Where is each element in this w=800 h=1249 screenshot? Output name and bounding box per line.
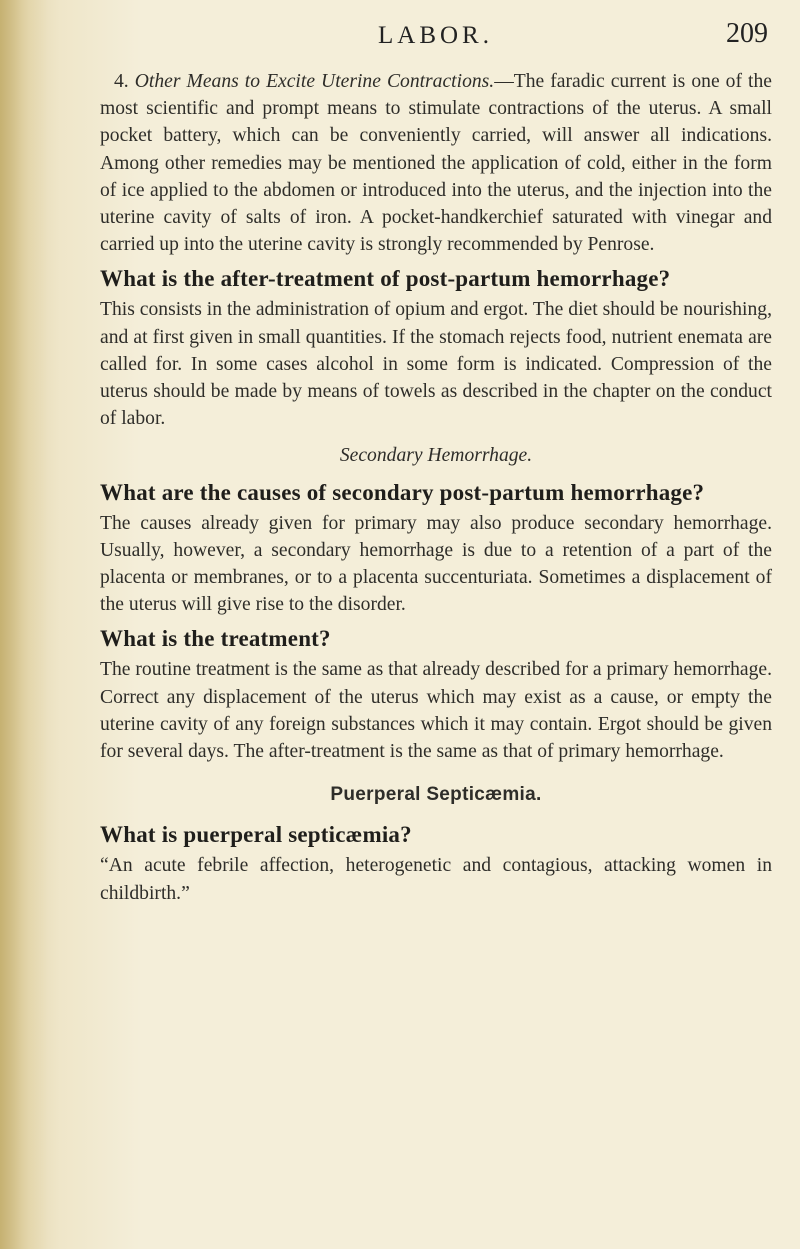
page-gutter-shadow bbox=[0, 0, 48, 1249]
paragraph-italic-title: Other Means to Excite Uterine Contractions. bbox=[134, 71, 495, 92]
answer-treatment: The routine treatment is the same as that already described for a primary hemorrhage. Correct any displacement of the uterus which may exist as a cause, or empty the uterine cavity of any foreign substances which it may contain. Ergot should be given for several days. The after-treatment is the same as that of primary hemorrhage. bbox=[100, 659, 772, 763]
question-heading-after-treatment: What is the after-treatment of post-partum hemorrhage? bbox=[100, 266, 671, 292]
section-title-secondary-hemorrhage: Secondary Hemorrhage. bbox=[339, 445, 533, 467]
paragraph-text: —The faradic current is one of the most scientific and prompt means to stimulate contractions of the uterus. A small pocket battery, which can be conveniently carried, will answer all indications. Among other remedies may be mentioned the application of cold, either in the form of ice applied to the abdomen or introduced into the uterus, and the injection into the uterine cavity of salts of iron. A pocket-handkerchief saturated with vinegar and carried up into the uterine cavity is strongly recommended by Penrose. bbox=[100, 71, 772, 256]
section-title-puerperal-septicaemia: Puerperal Septicæmia. bbox=[330, 784, 542, 806]
paragraph-other-means bbox=[100, 68, 772, 258]
running-title: LABOR. bbox=[378, 22, 493, 49]
answer-secondary-causes: The causes already given for primary may also produce secondary hemorrhage. Usually, however, a secondary hemorrhage is due to a retention of a part of the placenta or membranes, or to a placenta succenturiata. Sometimes a displacement of the uterus will give rise to the disorder. bbox=[100, 512, 772, 616]
question-heading-treatment: What is the treatment? bbox=[100, 626, 331, 652]
page-number: 209 bbox=[726, 18, 768, 49]
page-body bbox=[100, 68, 772, 913]
answer-after-treatment: This consists in the administration of opium and ergot. The diet should be nourishing, and at first given in small quantities. If the stomach rejects food, nutrient enemata are called for. In some cases alcohol in some form is indicated. Compression of the uterus should be made by means of towels as described in the chapter on the conduct of labor. bbox=[100, 299, 772, 430]
paragraph-number: 4. bbox=[114, 71, 129, 92]
question-heading-puerperal-septicaemia: What is puerperal septicæmia? bbox=[100, 822, 412, 848]
answer-puerperal-septicaemia: “An acute febrile affection, heterogenetic and contagious, attacking women in childbirth.” bbox=[100, 855, 772, 904]
running-head bbox=[60, 18, 770, 54]
question-heading-secondary-causes: What are the causes of secondary post-partum hemorrhage? bbox=[100, 479, 705, 505]
